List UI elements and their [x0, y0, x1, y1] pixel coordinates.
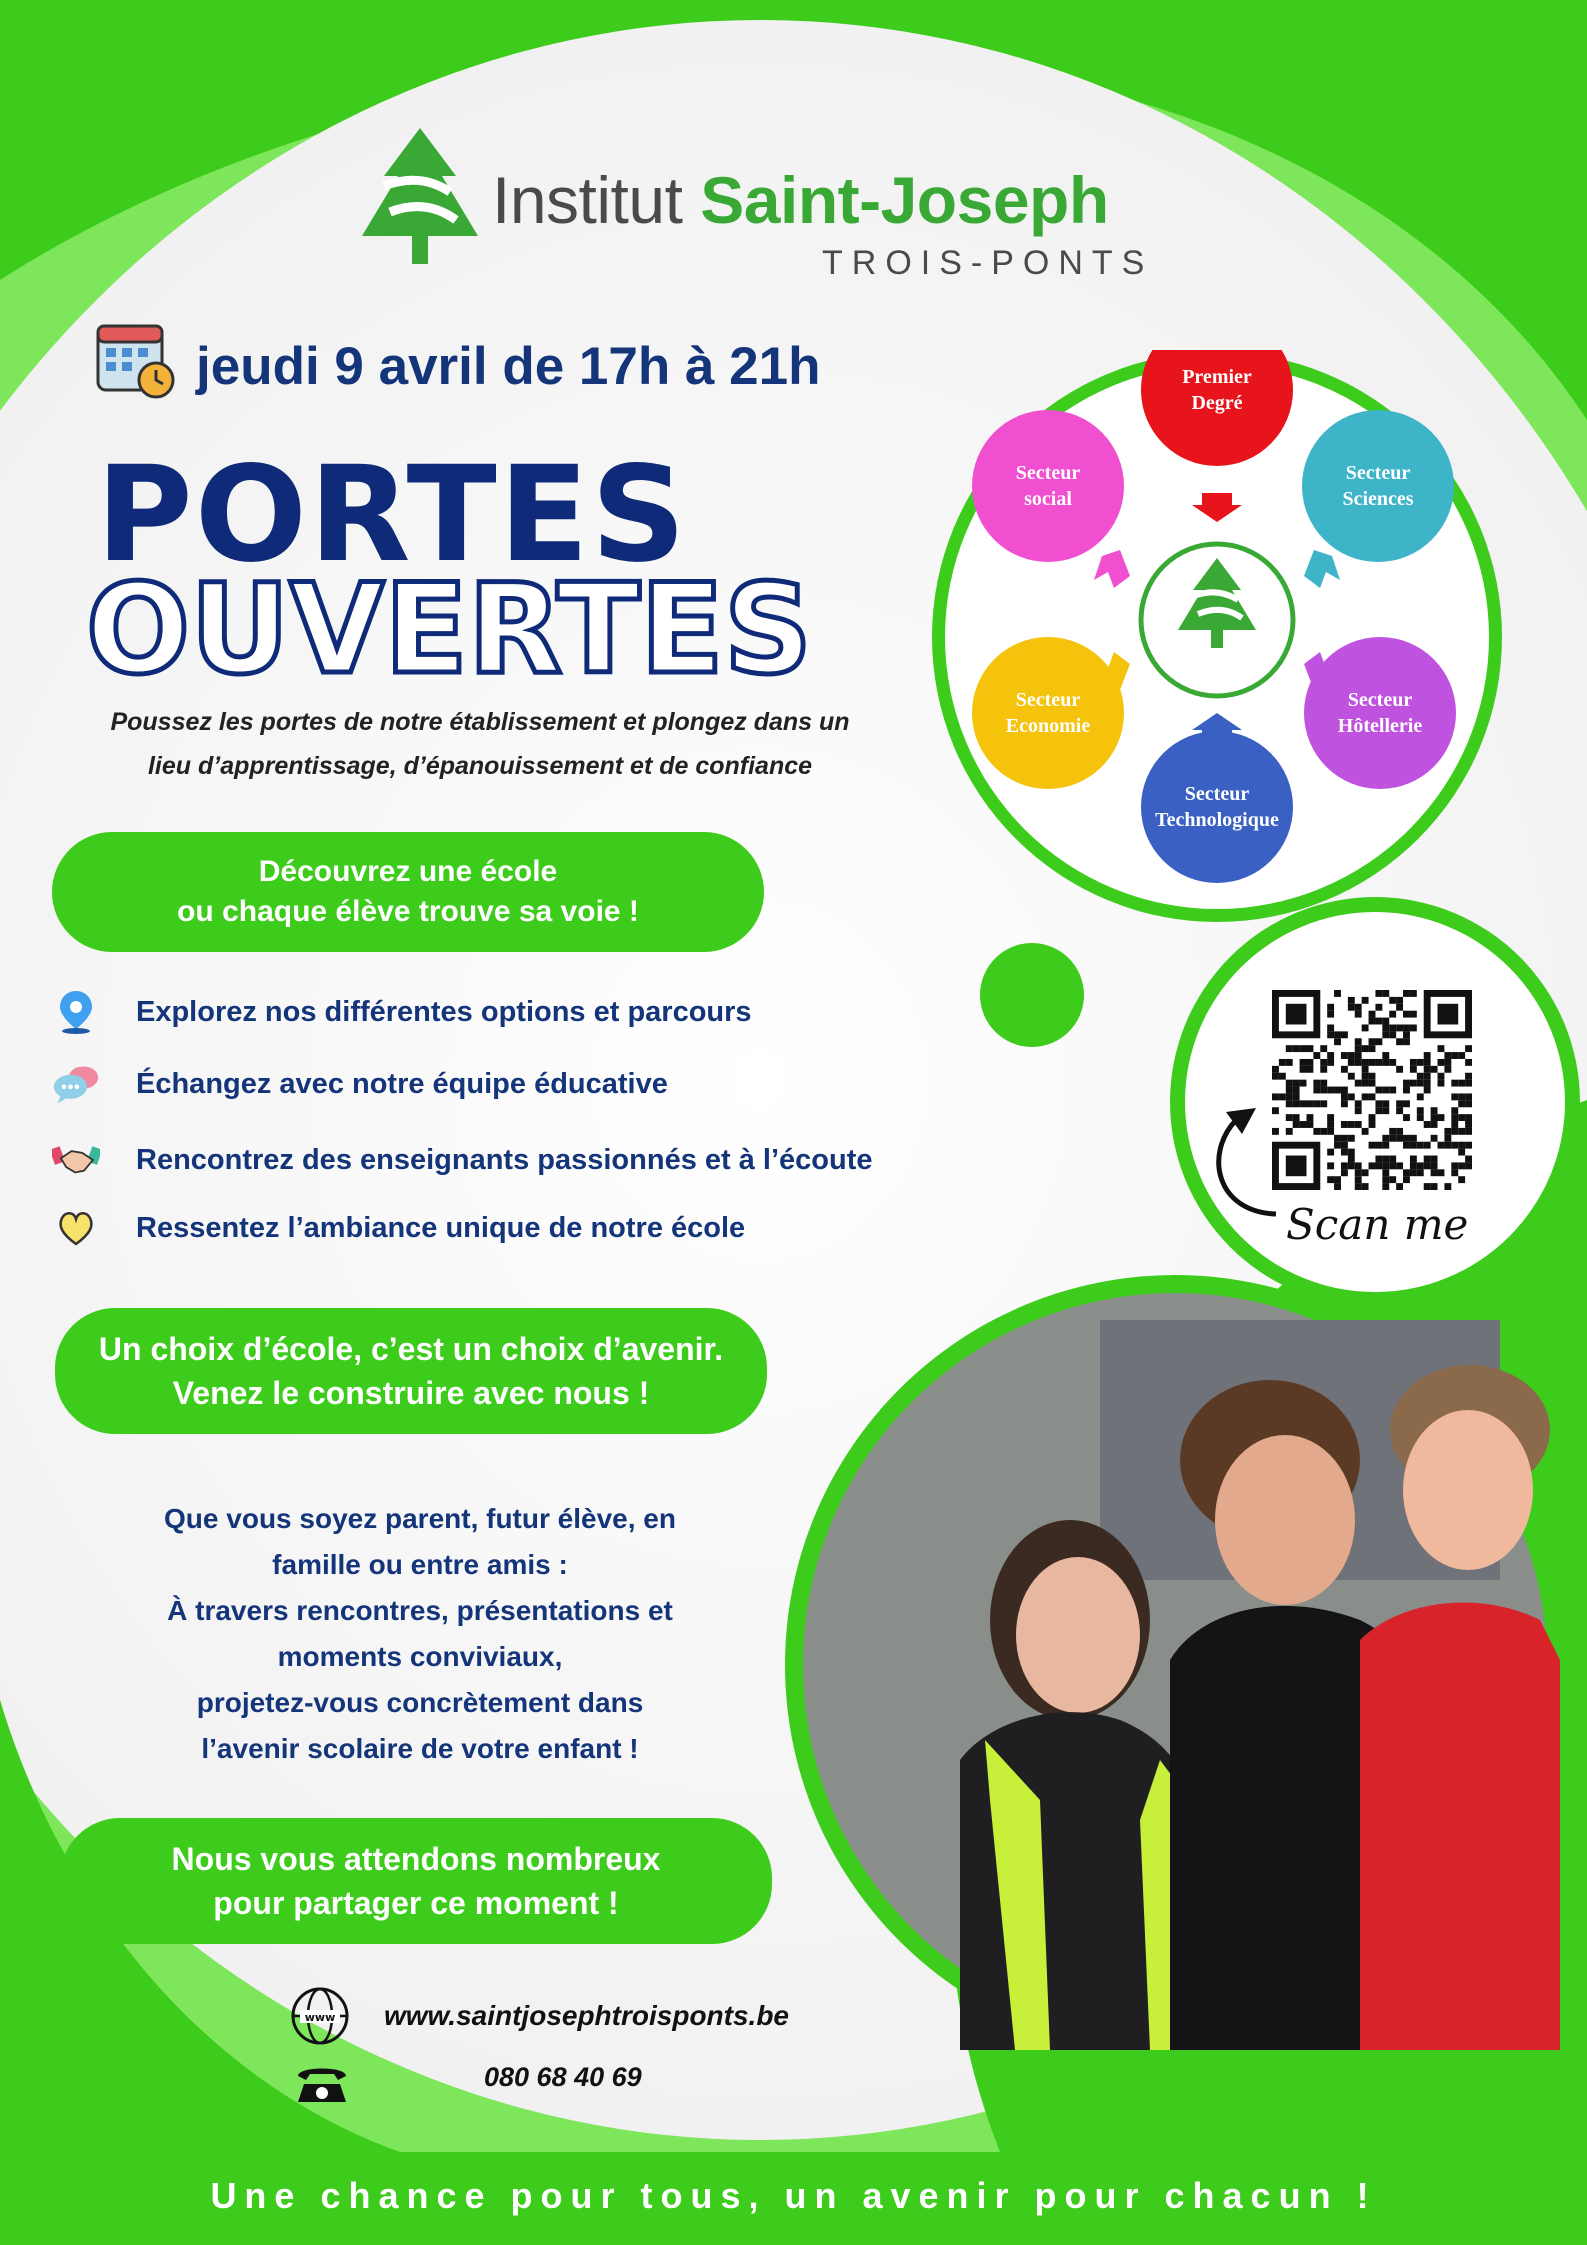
discover-banner: Découvrez une école ou chaque élève trouve sa voie ! [52, 832, 764, 952]
footer-slogan: Une chance pour tous, un avenir pour chacun ! [210, 2175, 1377, 2216]
sector-label: Secteur Hôtellerie [1337, 689, 1423, 737]
brand-name: Institut Saint-Joseph [492, 163, 1109, 237]
svg-text:OUVERTES: OUVERTES [86, 560, 812, 700]
sector-label: Secteur Sciences [1342, 462, 1414, 510]
sector-label: Premier Degré [1182, 366, 1252, 414]
invitation-paragraph: Que vous soyez parent, futur élève, en famille ou entre amis : À travers rencontres, présentations et moments conviviaux, projetez-vous concrètement dans l’avenir scolaire de votre enfant ! [164, 1503, 676, 1764]
phone-number: 080 68 40 69 [484, 2062, 642, 2092]
phone-icon [294, 2062, 350, 2104]
sector-diagram [930, 350, 1504, 924]
list-item: Rencontrez des enseignants passionnés et à l’écoute [52, 1130, 100, 1190]
location-pin-icon [52, 988, 100, 1036]
scan-me-label: Scan me [1286, 1200, 1469, 1249]
list-item: Explorez nos différentes options et parcours [52, 982, 100, 1042]
sector-label: Secteur social [1015, 462, 1081, 510]
heart-icon [52, 1204, 100, 1252]
svg-text:www: www [304, 2011, 336, 2024]
qr-code[interactable] [1272, 990, 1472, 1190]
list-item: Ressentez l’ambiance unique de notre école [52, 1198, 100, 1258]
institut-logo-icon [356, 128, 484, 280]
intro-text: Poussez les portes de notre établissement et plongez dans un lieu d’apprentissage, d’épanouissement et de confiance [110, 708, 850, 780]
brand-location: TROIS-PONTS [822, 244, 1154, 282]
event-date: jeudi 9 avril de 17h à 21h [196, 337, 821, 396]
list-item: Échangez avec notre équipe éducative [52, 1054, 100, 1114]
calendar-icon [94, 316, 178, 400]
title-ouvertes [80, 560, 820, 700]
handshake-icon [52, 1136, 100, 1184]
sector-diagram-svg [930, 350, 1504, 924]
title-portes: PORTES [96, 438, 688, 592]
choice-banner: Un choix d’école, c’est un choix d’avenir. Venez le construire avec nous ! [55, 1308, 767, 1434]
sector-label: Secteur Technologique [1155, 783, 1279, 831]
curved-arrow-icon [1196, 1094, 1286, 1224]
chat-bubbles-icon [52, 1060, 100, 1108]
await-banner: Nous vous attendons nombreux pour partager ce moment ! [60, 1818, 772, 1944]
decorative-dot [980, 943, 1084, 1047]
globe-icon [290, 1986, 350, 2046]
website-link[interactable]: www.saintjosephtroisponts.be [384, 2000, 790, 2031]
sector-label: Secteur Economie [1005, 689, 1091, 737]
